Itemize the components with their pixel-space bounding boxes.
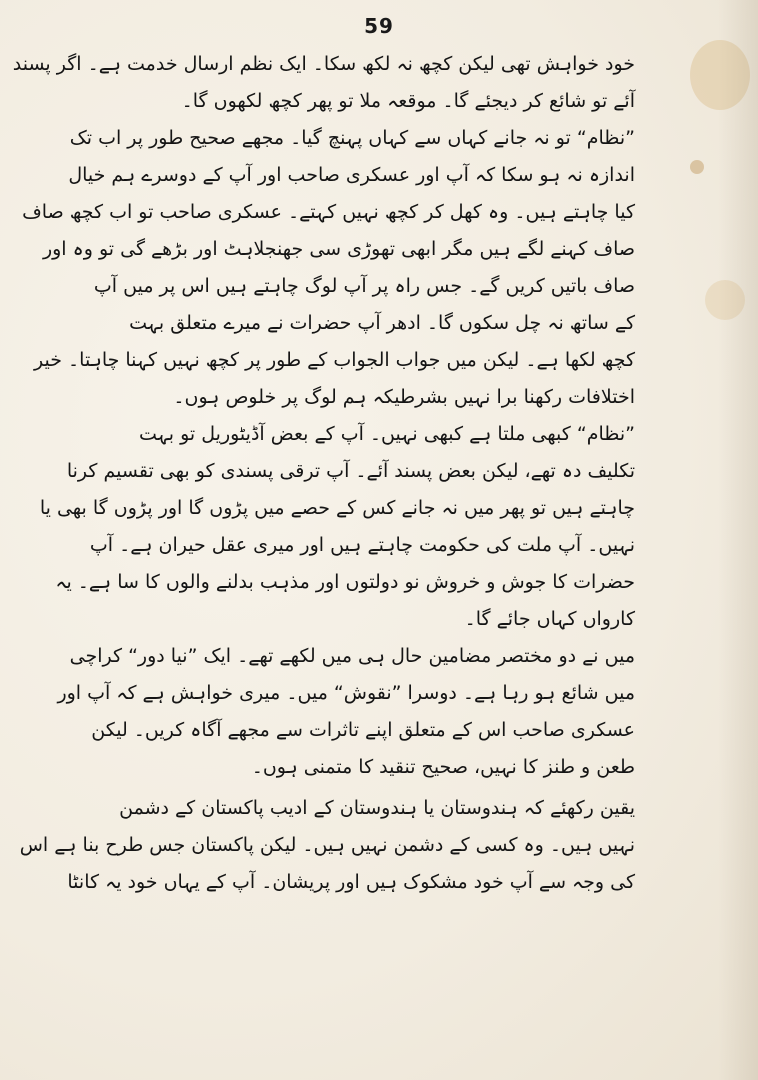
text-line: کیا چاہتے ہیں۔ وہ کھل کر کچھ نہیں کہتے۔ عسکری صاحب تو اب کچھ صاف	[22, 201, 635, 223]
text-line: صاف کہنے لگے ہیں مگر ابھی تھوڑی سی جھنجلاہٹ اور بڑھے گی تو وہ اور	[42, 238, 635, 260]
page-edge-shadow	[718, 0, 758, 1080]
text-line: عسکری صاحب اس کے متعلق اپنے تاثرات سے مجھے آگاہ کریں۔ لیکن	[91, 719, 635, 741]
text-line: خود خواہش تھی لیکن کچھ نہ لکھ سکا۔ ایک نظم ارسال خدمت ہے۔ اگر پسند	[12, 53, 635, 75]
text-line: نہیں ہیں۔ وہ کسی کے دشمن نہیں ہیں۔ لیکن پاکستان جس طرح بنا ہے اس	[19, 834, 635, 856]
text-line: چاہتے ہیں تو پھر میں نہ جانے کس کے حصے میں پڑوں گا اور پڑوں گا بھی یا	[39, 497, 635, 519]
text-line: کے ساتھ نہ چل سکوں گا۔ ادھر آپ حضرات نے میرے متعلق بہت	[129, 312, 635, 334]
text-line: اندازہ نہ ہو سکا کہ آپ اور عسکری صاحب اور آپ کے دوسرے ہم خیال	[68, 164, 635, 186]
text-line: کچھ لکھا ہے۔ لیکن میں جواب الجواب کے طور پر کچھ نہیں کہنا چاہتا۔ خیر	[34, 349, 635, 371]
paper-stain	[690, 160, 704, 174]
text-line: تکلیف دہ تھے، لیکن بعض پسند آئے۔ آپ ترقی پسندی کو بھی تقسیم کرنا	[66, 460, 635, 482]
text-line: کی وجہ سے آپ خود مشکوک ہیں اور پریشان۔ آپ کے یہاں خود یہ کانٹا	[67, 871, 635, 893]
page-number: 59	[364, 14, 394, 38]
text-line: آئے تو شائع کر دیجئے گا۔ موقعہ ملا تو پھر کچھ لکھوں گا۔	[181, 90, 635, 112]
text-line: میں نے دو مختصر مضامین حال ہی میں لکھے تھے۔ ایک ”نیا دور“ کراچی	[69, 645, 635, 667]
text-line: صاف باتیں کریں گے۔ جس راہ پر آپ لوگ چاہتے ہیں اس پر میں آپ	[93, 275, 635, 297]
text-line: یقین رکھئے کہ ہندوستان یا ہندوستان کے ادیب پاکستان کے دشمن	[119, 797, 635, 819]
text-line: نہیں۔ آپ ملت کی حکومت چاہتے ہیں اور میری عقل حیران ہے۔ آپ	[89, 534, 635, 556]
text-line: حضرات کا جوش و خروش نو دولتوں اور مذہب بدلنے والوں کا سا ہے۔ یہ	[55, 571, 635, 593]
text-line: اختلافات رکھنا برا نہیں بشرطیکہ ہم لوگ پر خلوص ہوں۔	[173, 386, 635, 408]
text-line: طعن و طنز کا نہیں، صحیح تنقید کا متمنی ہوں۔	[251, 756, 635, 778]
text-line: میں شائع ہو رہا ہے۔ دوسرا ”نقوش“ میں۔ میری خواہش ہے کہ آپ اور	[57, 682, 635, 704]
text-line: ”نظام“ تو نہ جانے کہاں سے کہاں پہنچ گیا۔ مجھے صحیح طور پر اب تک	[69, 127, 635, 149]
text-line: ”نظام“ کبھی ملتا ہے کبھی نہیں۔ آپ کے بعض آڈیٹوریل تو بہت	[139, 423, 635, 445]
body-text	[12, 46, 635, 901]
text-line: کارواں کہاں جائے گا۔	[464, 608, 635, 630]
